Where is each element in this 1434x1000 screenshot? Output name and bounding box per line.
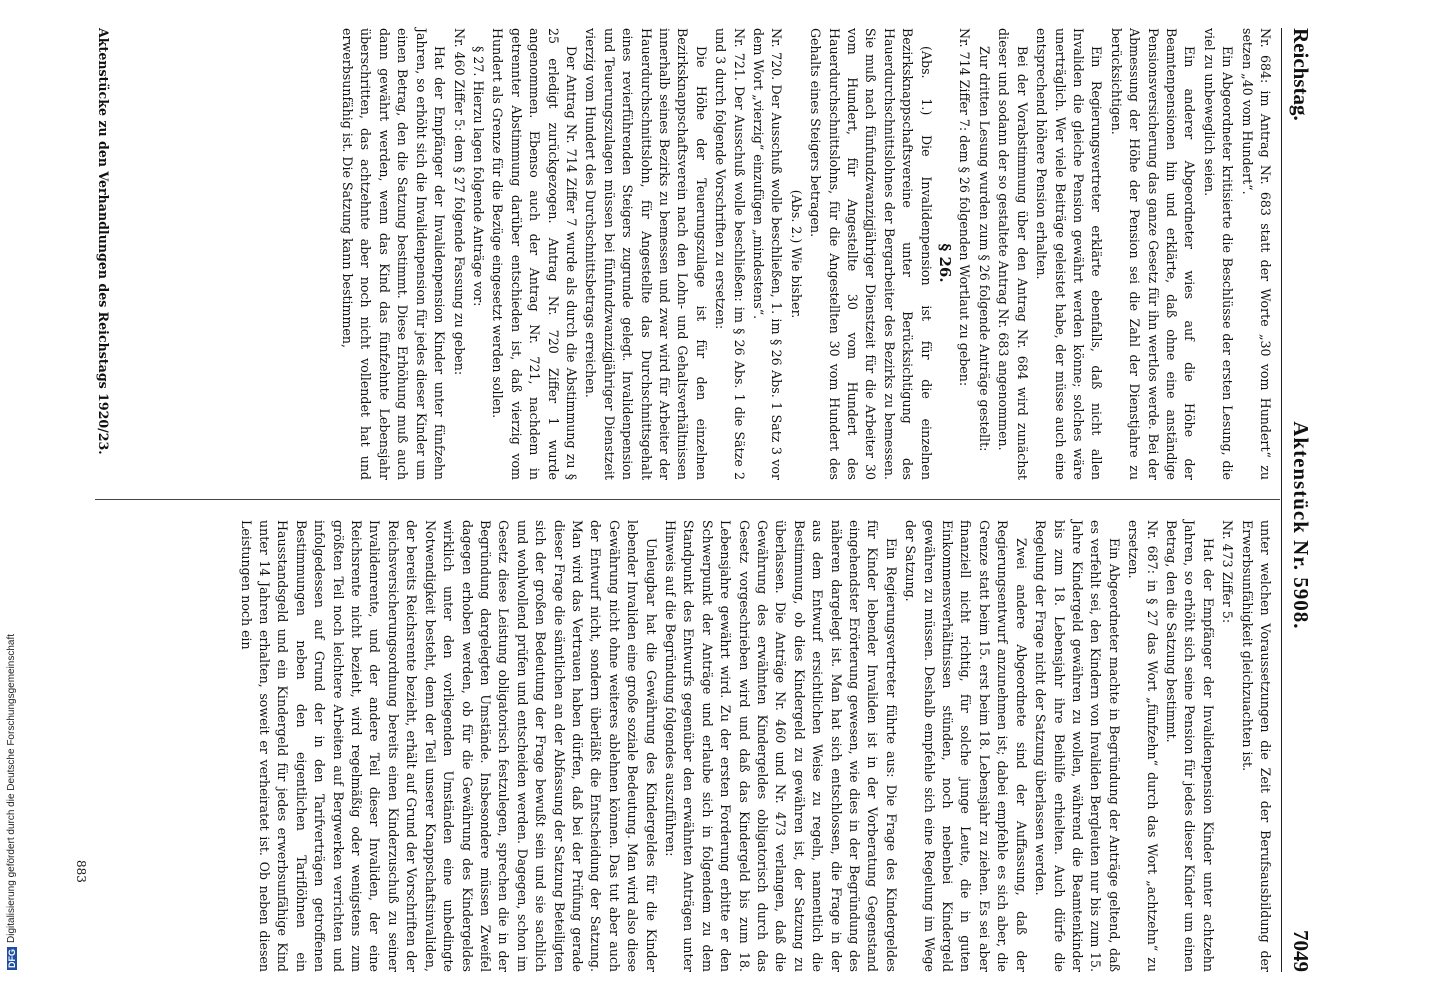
paragraph: Nr. 720. Der Ausschuß wolle beschließen, 1. im § 26 Abs. 1 Satz 3 vor dem Wort „vierzig“ einzufügen „mindestens“. (751, 28, 785, 480)
paragraph: Ein anderer Abgeordneter wies auf die Höhe der Beamtenpensionen hin und erklärte, daß ohne eine anständige Pensionsversicherung das ganze Gesetz für ihn wertlos werde. Bei der Abmessung der Höhe der Pension sei die Zahl der Dienstjahre zu berücksichtigen. (1108, 28, 1198, 480)
section-heading: § 27. Hierzu lagen folgende Anträge vor: (470, 46, 486, 307)
digitization-note (6, 634, 17, 970)
header-rule (1281, 28, 1282, 972)
paragraph: Der Antrag Nr. 714 Ziffer 7 wurde als durch die Abstimmung zu § 25 erledigt zurückgezogen. Antrag Nr. 720 Ziffer 1 wurde angenommen. Ebenso auch der Antrag Nr. 721, nachdem in getrennter Abstimmung darüber entschieden ist, daß vierzig vom Hundert als Grenze für die Bezüge eingesetzt werden sollen. (490, 28, 579, 480)
paragraph: Nr. 460 Ziffer 5: dem § 27 folgende Fassung zu geben: (451, 28, 467, 376)
paragraph: Unleugbar hat die Gewährung des Kindergeldes für die Kinder lebender Invaliden eine große soziale Bedeutung. Man wird also diese Gewährung nicht ohne weiteres ablehnen können. Das tut aber auch der Entwurf nicht, sondern überläßt die Entscheidung der Satzung. Man wird das Vertrauen haben dürfen, daß bei der Prüfung gerade dieser Frage die sämtlichen an der Abfassung der Satzung Beteiligten sich der großen Bedeutung der Frage bewußt sein und sie sachlich und wohlwollend prüfen und entscheiden werden. Dagegen, schon im Gesetz diese Leistung obligatorisch festzulegen, sprechen die in der Begründung dargelegten Umstände. Insbesondere müssen Zweifel dagegen erhoben werden, ob für die Gewährung des Kindergeldes wirklich unter den vorliegenden Umständen eine unbedingte Notwendigkeit besteht, denn der Teil unserer Knappschaftsinvaliden, der bereits Reichsrente bezieht, erhält auf Grund der Vorschriften der Reichsversicherungsordnung bereits einen Kinderzuschuß zu seiner Invalidenrente, und der andere Teil dieser Invaliden, der eine Reichsrente nicht bezieht, wird regelmäßig oder wenigstens zum größten Teil noch leichtere Arbeiten auf Bergwerken verrichten und infolgedessen auf Grund der in den Tarifverträgen getroffenen Bestimmungen neben den eigentlichen Tariflöhnen ein Hausstandsgeld und ein Kindergeld für jedes erwerbsunfähige Kind unter 14 Jahren erhalten, soweit er verheiratet ist. Ob neben diesen Leistungen noch ein (238, 520, 659, 972)
left-column (337, 28, 1274, 480)
paragraph: Ein Regierungsvertreter erklärte ebenfalls, daß nicht allen Invaliden die gleiche Pension gewährt werden könne; solches wäre unerträglich. Wer viele Beiträge geleistet habe, der müsse auch eine entsprechend höhere Pension erhalten. (1034, 28, 1105, 480)
page-number-bottom: 883 (74, 860, 88, 883)
paragraph: Ein Abgeordneter kritisierte die Beschlüsse der ersten Lesung, die viel zu unbeweglich seien. (1201, 28, 1236, 480)
paragraph: Nr. 687: in § 27 das Wort „fünfzehn“ durch das Wort „achtzehn“ zu ersetzen. (1126, 520, 1160, 972)
paragraph: Hat der Empfänger der Invalidenpension Kinder unter achtzehn Jahren, so erhöht sich seine Pension für jedes dieser Kinder um einen Betrag, den die Satzung bestimmt. (1163, 520, 1216, 972)
dfg-logo: DFG (6, 949, 17, 968)
paragraph: Zwei andere Abgeordnete sind der Auffassung, daß der Regierungsentwurf anzunehmen ist; dabei empfehle es sich aber, die Grenze statt beim 15. erst beim 18. Lebensjahr zu ziehen. Es sei aber finanziell nicht richtig, für solche junge Leute, die in guten Einkommensverhältnissen stünden, noch nebenbei Kindergeld gewähren zu müssen. Deshalb empfehle sich eine Regelung im Wege der Satzung. (903, 520, 1029, 972)
paragraph: (Abs. 1.) Die Invalidenpension ist für die einzelnen Bezirksknappschaftsvereine unter Berücksichtigung des Hauerdurchschnittslohnes der Bergarbeiter des Bezirks zu bemessen. Sie muß nach fünfundzwanzigjähriger Dienstzeit für die Arbeiter 30 vom Hundert, für Angestellte 30 vom Hundert des Hauerdurchschnittslohns, für die Angestellten 30 vom Hundert des Gehalts eines Steigers betragen. (808, 28, 934, 480)
paragraph: (Abs. 2.) Wie bisher. (788, 189, 804, 319)
paragraph: Nr. 684: im Antrag Nr. 683 statt der Worte „30 vom Hundert“ zu setzen „40 vom Hundert“. (1239, 28, 1273, 480)
header-title: Aktenstück Nr. 5908. (1289, 421, 1314, 630)
paragraph: Bei der Vorabstimmung über den Antrag Nr. 684 wird zunächst dieser und sodann der so gestaltete Antrag Nr. 683 angenommen. (996, 28, 1030, 480)
scanned-page (60, 0, 1330, 1000)
paragraph: Nr. 473 Ziffer 5: (1220, 520, 1236, 624)
paragraph: Nr. 721. Der Ausschuß wolle beschließen: im § 26 Abs. 1 die Sätze 2 und 3 durch folgende Vorschriften zu ersetzen: (713, 28, 747, 480)
page-header (1284, 28, 1318, 972)
right-column (235, 520, 1274, 972)
paragraph: Ein Abgeordneter machte in Begründung der Anträge geltend, daß es verfehlt sei, den Kindern von Invaliden Bergleuten nur bis zum 15. Jahre Kindergeld gewähren zu wollen, während die Beamtenkinder bis zum 18. Lebensjahr ihre Beihilfe erhielten. Auch dürfe die Regelung der Frage nicht der Satzung überlassen werden. (1033, 520, 1122, 972)
paragraph: Zur dritten Lesung wurden zum § 26 folgende Anträge gestellt: (976, 46, 992, 452)
paragraph: Die Höhe der Teuerungszulage ist für den einzelnen Bezirksknappschaftsverein nach den Lohn- und Gehaltsverhältnissen innerhalb seines Bezirks zu bemessen und zwar wird für Arbeiter der Hauerdurchschnittslohn, für Angestellte das Durchschnittsgehalt eines revierführenden Steigers zugrunde gelegt. Invalidenpension und Teuerungszulagen müssen bei fünfundzwanzigjähriger Dienstzeit vierzig vom Hundert des Durchschnittsbetrags erreichen. (583, 28, 709, 480)
page-number-top: 7049 (1289, 930, 1314, 972)
header-left: Reichstag. (1289, 28, 1314, 121)
paragraph: unter welchen Voraussetzungen die Zeit der Berufsausbildung der Erwerbsunfähigkeit gleichzuachten ist. (1239, 520, 1273, 972)
column-divider (95, 499, 1280, 500)
section-heading: § 26. (936, 243, 955, 283)
footer-source: Aktenstücke zu den Verhandlungen des Reichstags 1920/23. (96, 28, 111, 455)
digitization-text: Digitalisierung gefördert durch die Deutsche Forschungsgemeinschaft (6, 633, 17, 943)
paragraph: Ein Regierungsvertreter führte aus: Die Frage des Kindergeldes für Kinder lebender Invaliden ist in der Vorberatung Gegenstand eingehendster Erörterung gewesen, wie dies in der Begründung des näheren dargelegt ist. Man hat sich entschlossen, die Frage in der aus dem Entwurf ersichtlichen Weise zu regeln, namentlich die Bestimmung, ob dies Kindergeld zu gewähren ist, der Satzung zu überlassen. Die Anträge Nr. 460 und Nr. 473 verlangen, daß die Gewährung des erwähnten Kindergeldes obligatorisch durch das Gesetz vorgeschrieben wird und daß das Kindergeld bis zum 18. Lebensjahre gewährt wird. Zu der ersten Forderung erbitte er den Schwerpunkt der Anträge und erlaube sich in folgendem zu dem Standpunkt des Entwurfs gegenüber den erwähnten Anträgen unter Hinweis auf die Begründung folgendes auszuführen: (663, 520, 899, 972)
paragraph: Nr. 714 Ziffer 7: dem § 26 folgenden Wortlaut zu geben: (957, 28, 973, 387)
paragraph: Hat der Empfänger der Invalidenpension Kinder unter fünfzehn Jahren, so erhöht sich die Invalidenpension für jedes dieser Kinder um einen Betrag, den die Satzung bestimmt. Diese Erhöhung muß auch dann gewährt werden, wenn das Kind das fünfzehnte Lebensjahr überschritten, das achtzehnte aber noch nicht vollendet hat und erwerbsunfähig ist. Die Satzung kann bestimmen, (340, 28, 448, 480)
